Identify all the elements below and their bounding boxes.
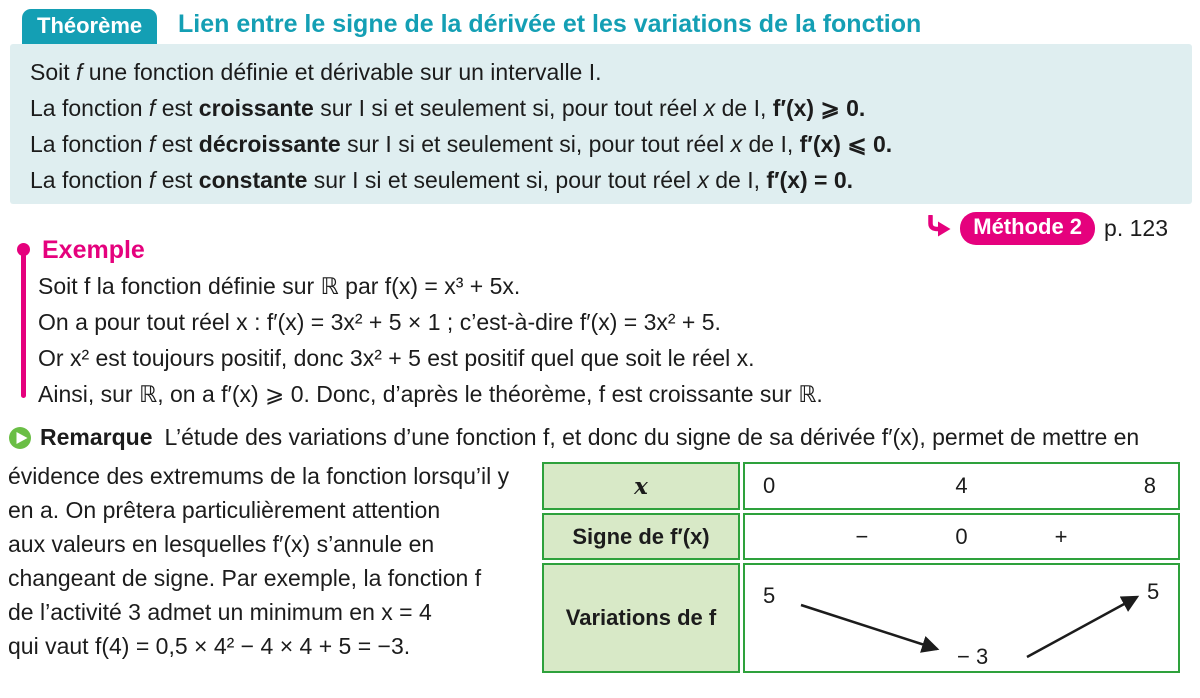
- example-heading: Exemple: [42, 236, 145, 264]
- example-text-line: Or x² est toujours positif, donc 3x² + 5 est positif quel que soit le réel x.: [38, 345, 755, 371]
- methode-reference: [0, 212, 1168, 245]
- theorem-badge: Théorème: [22, 9, 157, 45]
- x-value-4: 4: [955, 473, 968, 498]
- remark-continuation: [8, 459, 538, 663]
- x-value-0: 0: [763, 473, 776, 498]
- table-sign-values-row: [743, 513, 1180, 560]
- remark-intro-text: L’étude des variations d’une fonction f, et donc du signe de sa dérivée f′(x), permet de mettre en: [164, 424, 1140, 450]
- play-icon: [8, 426, 32, 450]
- methode-page-ref: p. 123: [1104, 215, 1168, 241]
- table-x-values-row: [743, 462, 1180, 510]
- remark-text-line: évidence des extremums de la fonction lorsqu’il y: [8, 463, 510, 489]
- decreasing-arrow: [801, 605, 937, 649]
- example-vertical-rule: [21, 252, 26, 398]
- example-body: [38, 268, 938, 412]
- example-text-line: Ainsi, sur ℝ, on a f′(x) ⩾ 0. Donc, d’après le théorème, f est croissante sur ℝ.: [38, 381, 823, 407]
- theorem-text-line: La fonction f est constante sur I si et seulement si, pour tout réel x de I, f′(x) = 0.: [30, 167, 854, 193]
- sign-plus: +: [1054, 523, 1068, 549]
- x-value-8: 8: [1143, 473, 1156, 498]
- theorem-text-line: La fonction f est décroissante sur I si et seulement si, pour tout réel x de I, f′(x) ⩽ 0.: [30, 131, 893, 157]
- sign-zero: 0: [955, 523, 968, 549]
- remark-text-line: en a. On prêtera particulièrement attention: [8, 497, 441, 523]
- example-text-line: On a pour tout réel x : f′(x) = 3x² + 5 × 1 ; c’est-à-dire f′(x) = 3x² + 5.: [38, 309, 721, 335]
- remark-text-line: de l’activité 3 admet un minimum en x = 4: [8, 599, 432, 625]
- theorem-lines: [30, 54, 1182, 198]
- theorem-text-line: Soit f une fonction définie et dérivable sur un intervalle I.: [30, 59, 602, 85]
- variation-end-value: 5: [1147, 579, 1160, 604]
- variation-min-value: − 3: [957, 644, 989, 669]
- variation-start-value: 5: [763, 583, 776, 608]
- curved-arrow-icon: [926, 215, 951, 243]
- increasing-arrow: [1027, 597, 1137, 657]
- methode-badge[interactable]: Méthode 2: [960, 212, 1095, 245]
- theorem-title: Lien entre le signe de la dérivée et les variations de la fonction: [178, 10, 922, 38]
- variation-table: [542, 462, 1178, 673]
- remark-text-line: qui vaut f(4) = 0,5 × 4² − 4 × 4 + 5 = −3.: [8, 633, 411, 659]
- variation-diagram: [745, 565, 1178, 669]
- remark-first-line: [8, 424, 1198, 451]
- sign-minus: −: [855, 523, 869, 549]
- example-text-line: Soit f la fonction définie sur ℝ par f(x) = x³ + 5x.: [38, 273, 521, 299]
- table-header-x: x: [542, 462, 740, 510]
- table-header-variations: Variations de f: [542, 563, 740, 673]
- table-header-sign: Signe de f′(x): [542, 513, 740, 560]
- remark-text-line: aux valeurs en lesquelles f′(x) s’annule en: [8, 531, 435, 557]
- table-variations-cell: [743, 563, 1180, 673]
- remark-label: Remarque: [40, 424, 153, 450]
- theorem-text-line: La fonction f est croissante sur I si et seulement si, pour tout réel x de I, f′(x) ⩾ 0.: [30, 95, 866, 121]
- remark-text-line: changeant de signe. Par exemple, la fonction f: [8, 565, 482, 591]
- theorem-box: [10, 44, 1192, 204]
